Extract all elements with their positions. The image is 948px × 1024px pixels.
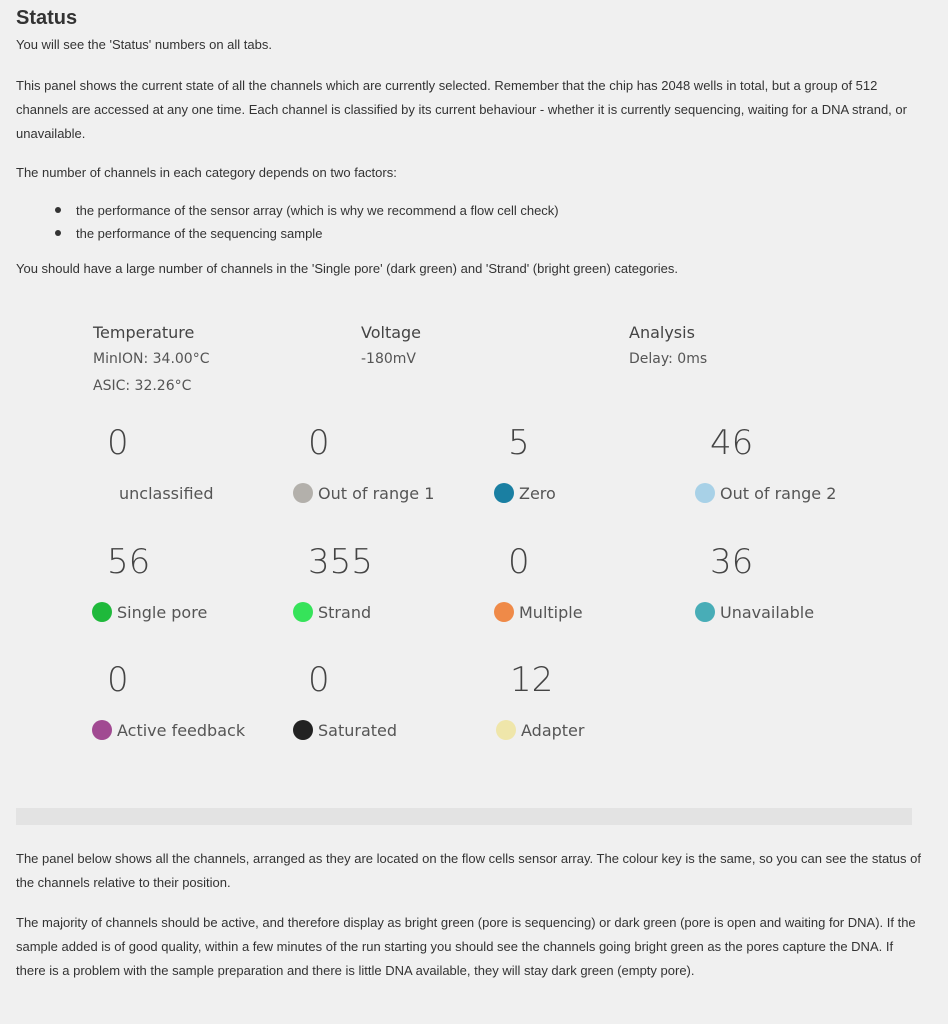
stat-count: 0 [508,542,530,582]
stat-count: 0 [107,423,129,463]
temperature-title: Temperature [93,323,195,342]
stat-label-row [293,602,371,622]
stat-label-row [92,720,245,740]
light-blue-dot-icon [695,483,715,503]
page-title: Status [16,7,78,29]
stat-label: Out of range 2 [720,483,837,503]
stat-count: 36 [710,542,754,582]
voltage-block [361,320,421,373]
teal-dot-icon [494,483,514,503]
stat-count: 0 [107,660,129,700]
stat-count: 0 [308,660,330,700]
stat-label-row [695,483,836,503]
list-item: the performance of the sequencing sample [52,222,559,245]
asic-temperature: ASIC: 32.26°C [93,378,192,394]
stat-label: Active feedback [117,720,246,740]
gray-dot-icon [293,483,313,503]
bright-green-dot-icon [293,602,313,622]
stat-label: Strand [318,602,372,622]
stat-count: 46 [710,423,754,463]
stat-label: Adapter [521,720,585,740]
stat-count: 12 [510,660,554,700]
stat-count: 355 [308,542,373,582]
stat-label-row [496,720,584,740]
stat-label-row [494,602,583,622]
stat-label-row [494,483,556,503]
stat-label: Multiple [519,602,583,622]
stat-label: Saturated [318,720,398,740]
paragraph-recommendation: You should have a large number of channels in the 'Single pore' (dark green) and 'Strand' (bright green) categories. [16,261,679,276]
stat-label: Single pore [117,602,208,622]
paragraph-active-channels: The majority of channels should be active, and therefore display as bright green (pore is sequencing) or dark green (pore is open and waiting for DNA). If the sample added is of good quality, within a few minutes of the run starting you should see the channels going bright green as the pores capture the DNA. If there is a problem with the sample preparation and there is little DNA available, they will stay dark green (empty pore). [16,915,916,978]
intro-text: You will see the 'Status' numbers on all tabs. [16,37,272,52]
dark-green-dot-icon [92,602,112,622]
black-dot-icon [293,720,313,740]
orange-dot-icon [494,602,514,622]
channel-panel-placeholder [16,808,912,825]
analysis-title: Analysis [629,323,695,342]
paragraph-channel-panel: The panel below shows all the channels, arranged as they are located on the flow cells sensor array. The colour key is the same, so you can see the status of the channels relative to their position. [16,851,921,890]
voltage-title: Voltage [361,323,422,342]
stat-label: Out of range 1 [318,483,435,503]
analysis-block [629,320,707,373]
paragraph-channels: This panel shows the current state of all the channels which are currently selected. Remember that the chip has 2048 wells in total, but a group of 512 channels are accessed at any one time. Each channel is classified by its current behaviour - whether it is currently sequencing, waiting for a DNA strand, or unavailable. [16,78,907,141]
stat-count: 5 [508,423,530,463]
cyan-dot-icon [695,602,715,622]
analysis-delay: Delay: 0ms [629,351,708,367]
purple-dot-icon [92,720,112,740]
stat-label-row [695,602,814,622]
stat-label: unclassified [119,483,214,503]
voltage-value: -180mV [361,351,416,367]
stat-count: 56 [107,542,151,582]
stat-count: 0 [308,423,330,463]
minion-temperature: MinION: 34.00°C [93,351,210,367]
stat-label-row [293,483,434,503]
temperature-block [93,320,209,400]
list-item: the performance of the sensor array (which is why we recommend a flow cell check) [52,199,559,222]
stat-label-row [92,602,207,622]
paragraph-factors: The number of channels in each category depends on two factors: [16,165,397,180]
stat-label: Unavailable [720,602,815,622]
pale-yellow-dot-icon [496,720,516,740]
stat-label-row [293,720,397,740]
stat-label-row [119,483,214,503]
stat-label: Zero [519,483,556,503]
factor-list [52,199,559,245]
